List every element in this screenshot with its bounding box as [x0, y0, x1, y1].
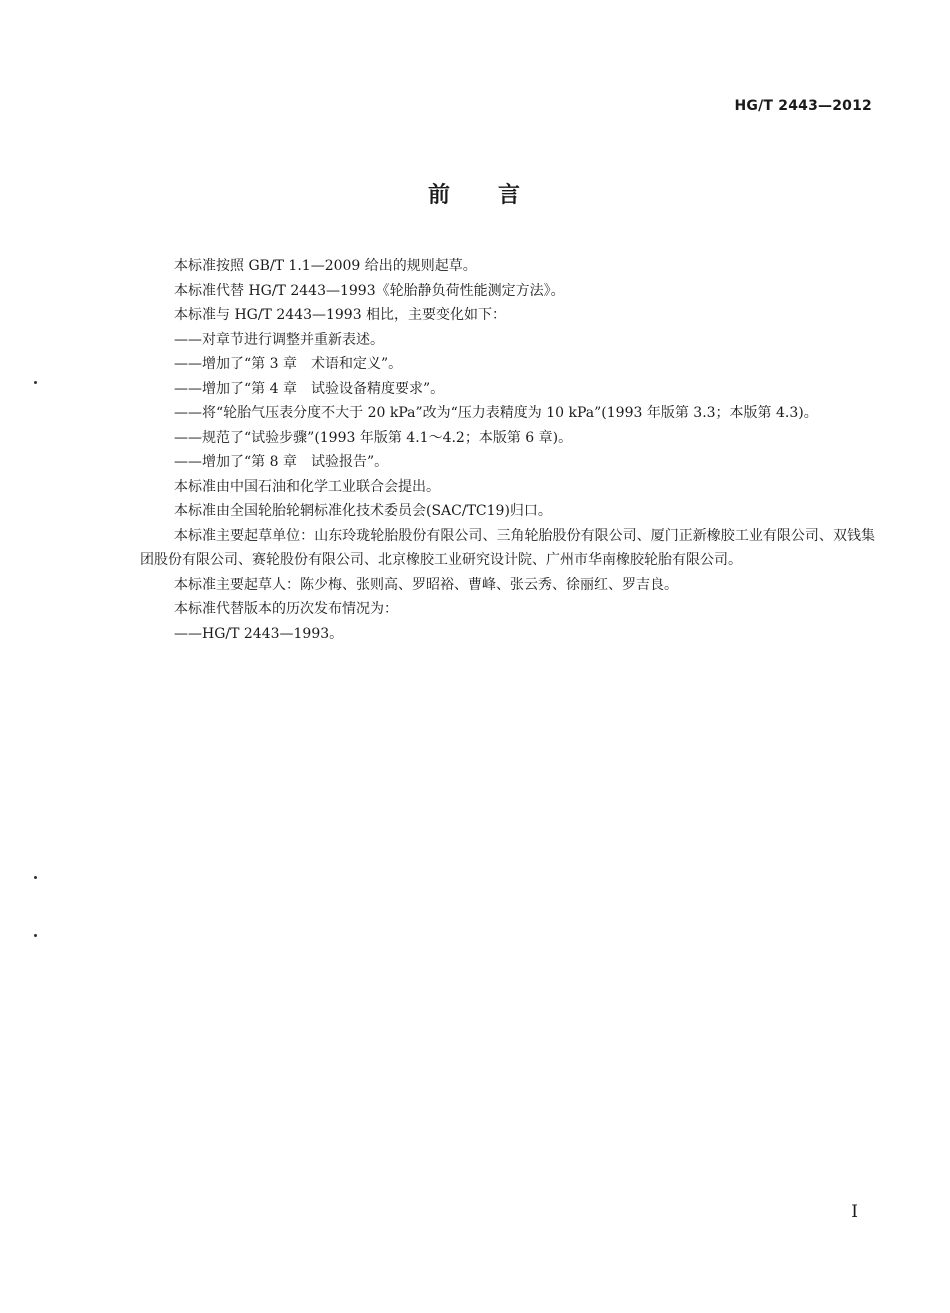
- scan-speck: [34, 876, 37, 879]
- paragraph-proposed-by: 本标准由中国石油和化学工业联合会提出。: [174, 478, 440, 495]
- paragraph-drafting-rules: 本标准按照 GB/T 1.1—2009 给出的规则起草。: [174, 258, 477, 274]
- history-item: ——HG/T 2443—1993。: [174, 625, 344, 642]
- paragraph-replaces: 本标准代替 HG/T 2443—1993《轮胎静负荷性能测定方法》。: [174, 282, 565, 299]
- title-char-2: 言: [498, 183, 523, 208]
- change-item: ——增加了“第 3 章 术语和定义”。: [174, 356, 403, 372]
- page-title: [0, 178, 950, 209]
- scan-speck: [34, 934, 37, 937]
- standard-code: HG/T 2443—2012: [734, 98, 872, 114]
- paragraph-centralized-by: 本标准由全国轮胎轮辋标准化技术委员会(SAC/TC19)归口。: [174, 503, 552, 519]
- title-char-1: 前: [427, 183, 452, 208]
- page-number: I: [851, 1202, 858, 1222]
- paragraph-drafters: 本标准主要起草人：陈少梅、张则高、罗昭裕、曹峰、张云秀、徐丽红、罗吉良。: [174, 576, 678, 593]
- paragraph-drafting-units: 本标准主要起草单位：山东玲珑轮胎股份有限公司、三角轮胎股份有限公司、厦门正新橡胶工业有限公司、双钱集团股份有限公司、赛轮股份有限公司、北京橡胶工业研究设计院、广州市华南橡胶轮胎有限公司。: [140, 527, 875, 568]
- paragraph-changes-intro: 本标准与 HG/T 2443—1993 相比，主要变化如下：: [174, 307, 507, 323]
- change-item: ——对章节进行调整并重新表述。: [174, 331, 384, 348]
- change-item: ——将“轮胎气压表分度不大于 20 kPa”改为“压力表精度为 10 kPa”(1993 年版第 3.3；本版第 4.3)。: [174, 405, 818, 421]
- change-item: ——增加了“第 4 章 试验设备精度要求”。: [174, 380, 445, 397]
- paragraph-history-intro: 本标准代替版本的历次发布情况为：: [174, 601, 398, 617]
- change-item: ——规范了“试验步骤”(1993 年版第 4.1～4.2；本版第 6 章)。: [174, 429, 573, 446]
- scan-speck: [34, 381, 37, 384]
- foreword-body: [140, 254, 875, 646]
- change-item: ——增加了“第 8 章 试验报告”。: [174, 454, 389, 470]
